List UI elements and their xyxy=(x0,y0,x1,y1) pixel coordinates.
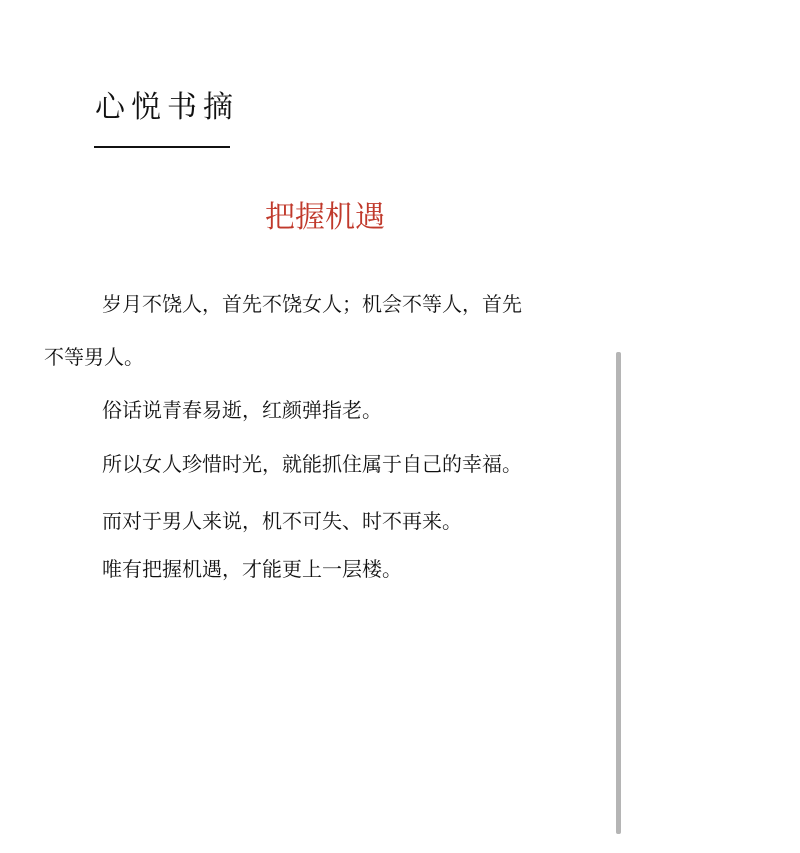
article-line: 俗话说青春易逝，红颜弹指老。 xyxy=(102,398,382,422)
article-line: 岁月不饶人，首先不饶女人；机会不等人，首先 xyxy=(102,292,522,316)
brand-underline xyxy=(94,146,230,148)
article-line: 不等男人。 xyxy=(44,345,144,369)
article-line: 唯有把握机遇，才能更上一层楼。 xyxy=(102,557,402,581)
article-line: 所以女人珍惜时光，就能抓住属于自己的幸福。 xyxy=(102,452,522,476)
vertical-divider xyxy=(616,352,621,834)
brand-title: 心悦书摘 xyxy=(95,90,239,125)
article-line: 而对于男人来说，机不可失、时不再来。 xyxy=(102,509,462,533)
article-title: 把握机遇 xyxy=(265,200,385,235)
